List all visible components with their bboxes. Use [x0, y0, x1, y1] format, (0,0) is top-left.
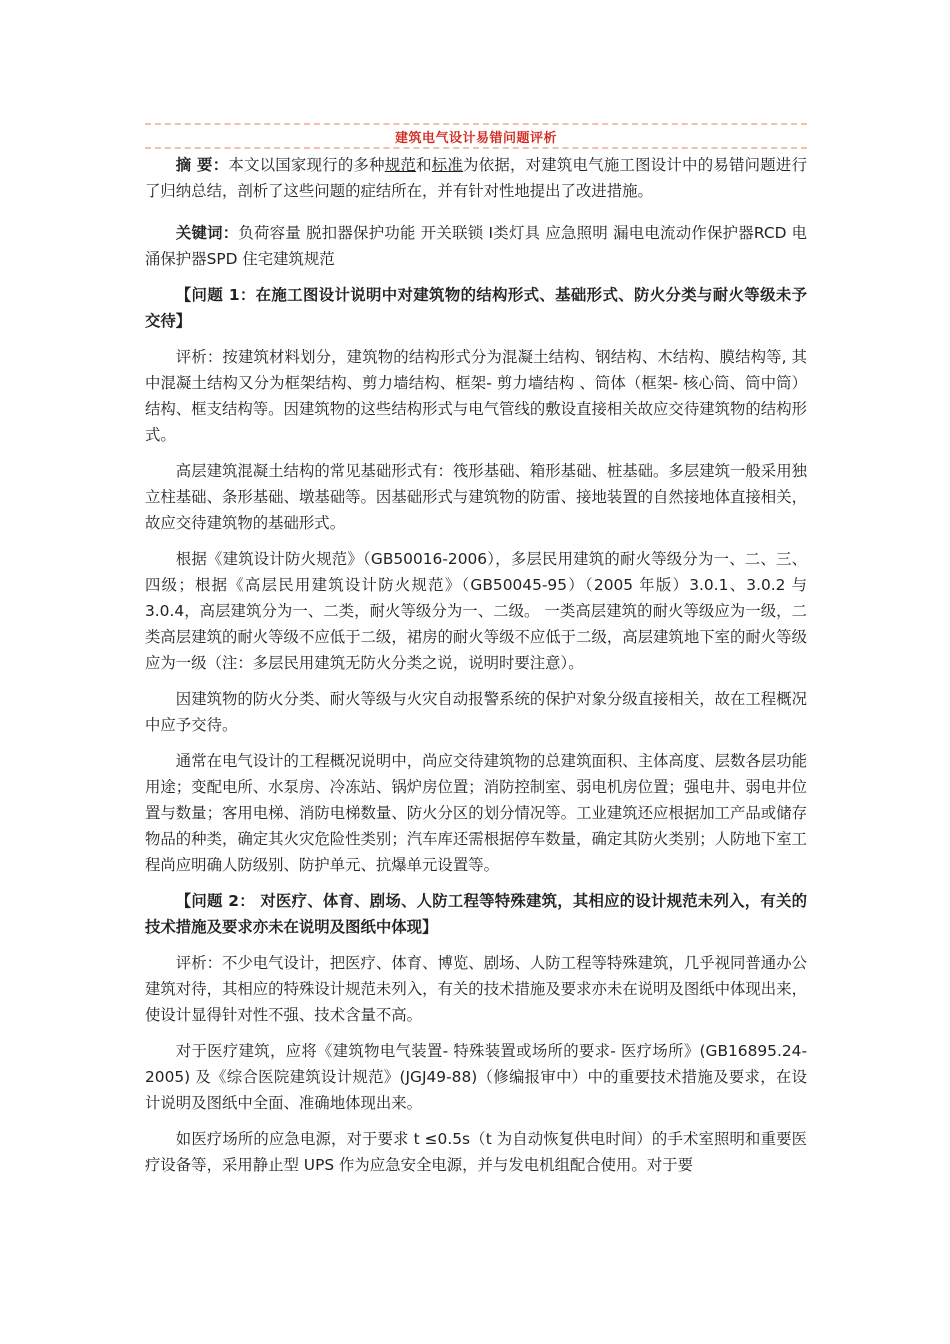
keywords-label: 关键词：: [175, 224, 239, 242]
keywords-paragraph: [145, 220, 807, 272]
page-title: 建筑电气设计易错问题评析: [394, 131, 557, 146]
paragraph-structure-forms: 评析：按建筑材料划分，建筑物的结构形式分为混凝土结构、钢结构、木结构、膜结构等, 其中混凝土结构又分为框架结构、剪力墙结构、框架- 剪力墙结构 、筒体（框架- 核心筒、筒中筒）结构、框支结构等。因建筑物的这些结构形式与电气管线的敷设直接相关故应交待建筑物的结构形式。: [145, 348, 807, 444]
paragraph-fire-rating: 根据《建筑设计防火规范》（GB50016-2006），多层民用建筑的耐火等级分为一、二、三、四级；根据《高层民用建筑设计防火规范》（GB50045-95）（2005 年版）3.0.1、3.0.2 与 3.0.4，高层建筑分为一、二类，耐火等级分为一、二级。 一类高层建筑的耐火等级应为一级，二类高层建筑的耐火等级不应低于二级，裙房的耐火等级不应低于二级，高层建筑地下室的耐火等级应为一级（注：多层民用建筑无防火分类之说，说明时要注意）。: [145, 550, 807, 672]
header-divider-top: [145, 123, 807, 125]
header-divider-bottom: [145, 147, 807, 149]
question-2-heading: 【问题 2： 对医疗、体育、剧场、人防工程等特殊建筑，其相应的设计规范未列入，有关的技术措施及要求亦未在说明及图纸中体现】: [145, 892, 807, 936]
paragraph-medical-buildings: 对于医疗建筑，应将《建筑物电气装置- 特殊装置或场所的要求- 医疗场所》(GB16895.24-2005) 及《综合医院建筑设计规范》(JGJ49-88)（修编报审中）中的重要技术措施及要求，在设计说明及图纸中全面、准确地体现出来。: [145, 1042, 807, 1112]
link-biaozhun[interactable]: 标准: [431, 156, 464, 174]
keywords-text: 负荷容量 脱扣器保护功能 开关联锁 Ⅰ类灯具 应急照明 漏电电流动作保护器RCD 电涌保护器SPD 住宅建筑规范: [145, 224, 807, 268]
paragraph-special-buildings: 评析：不少电气设计，把医疗、体育、博览、剧场、人防工程等特殊建筑，几乎视同普通办公建筑对待，其相应的特殊设计规范未列入，有关的技术措施及要求亦未在说明及图纸中体现出来，使设计显得针对性不强、技术含量不高。: [145, 954, 807, 1024]
link-guifan[interactable]: 规范: [384, 156, 417, 174]
abstract-label: 摘 要：: [175, 156, 229, 174]
abstract-text-pre: 本文以国家现行的多种: [228, 156, 385, 174]
question-1-heading: 【问题 1：在施工图设计说明中对建筑物的结构形式、基础形式、防火分类与耐火等级未予交待】: [145, 286, 807, 330]
paragraph-fire-classification: 因建筑物的防火分类、耐火等级与火灾自动报警系统的保护对象分级直接相关，故在工程概况中应予交待。: [145, 690, 807, 734]
paragraph-project-overview: 通常在电气设计的工程概况说明中，尚应交待建筑物的总建筑面积、主体高度、层数各层功能用途；变配电所、水泵房、冷冻站、锅炉房位置；消防控制室、弱电机房位置；强电井、弱电井位置与数量；客用电梯、消防电梯数量、防火分区的划分情况等。工业建筑还应根据加工产品或储存物品的种类，确定其火灾危险性类别；汽车库还需根据停车数量，确定其防火类别；人防地下室工程尚应明确人防级别、防护单元、抗爆单元设置等。: [145, 752, 807, 874]
paragraph-foundation-forms: 高层建筑混凝土结构的常见基础形式有：筏形基础、箱形基础、桩基础。多层建筑一般采用独立柱基础、条形基础、墩基础等。因基础形式与建筑物的防雷、接地装置的自然接地体直接相关，故应交待建筑物的基础形式。: [145, 462, 807, 532]
abstract-text-mid: 和: [416, 156, 432, 174]
abstract-text-post: 为依据，对建筑电气施工图设计中的易错问题进行了归纳总结，剖析了这些问题的症结所在，并有针对性地提出了改进措施。: [145, 156, 807, 200]
abstract-paragraph: [145, 152, 807, 204]
document-body: [145, 152, 807, 1188]
paragraph-emergency-power: 如医疗场所的应急电源，对于要求 t ≤0.5s（t 为自动恢复供电时间）的手术室照明和重要医疗设备等，采用静止型 UPS 作为应急安全电源，并与发电机组配合使用。对于要: [145, 1130, 807, 1174]
